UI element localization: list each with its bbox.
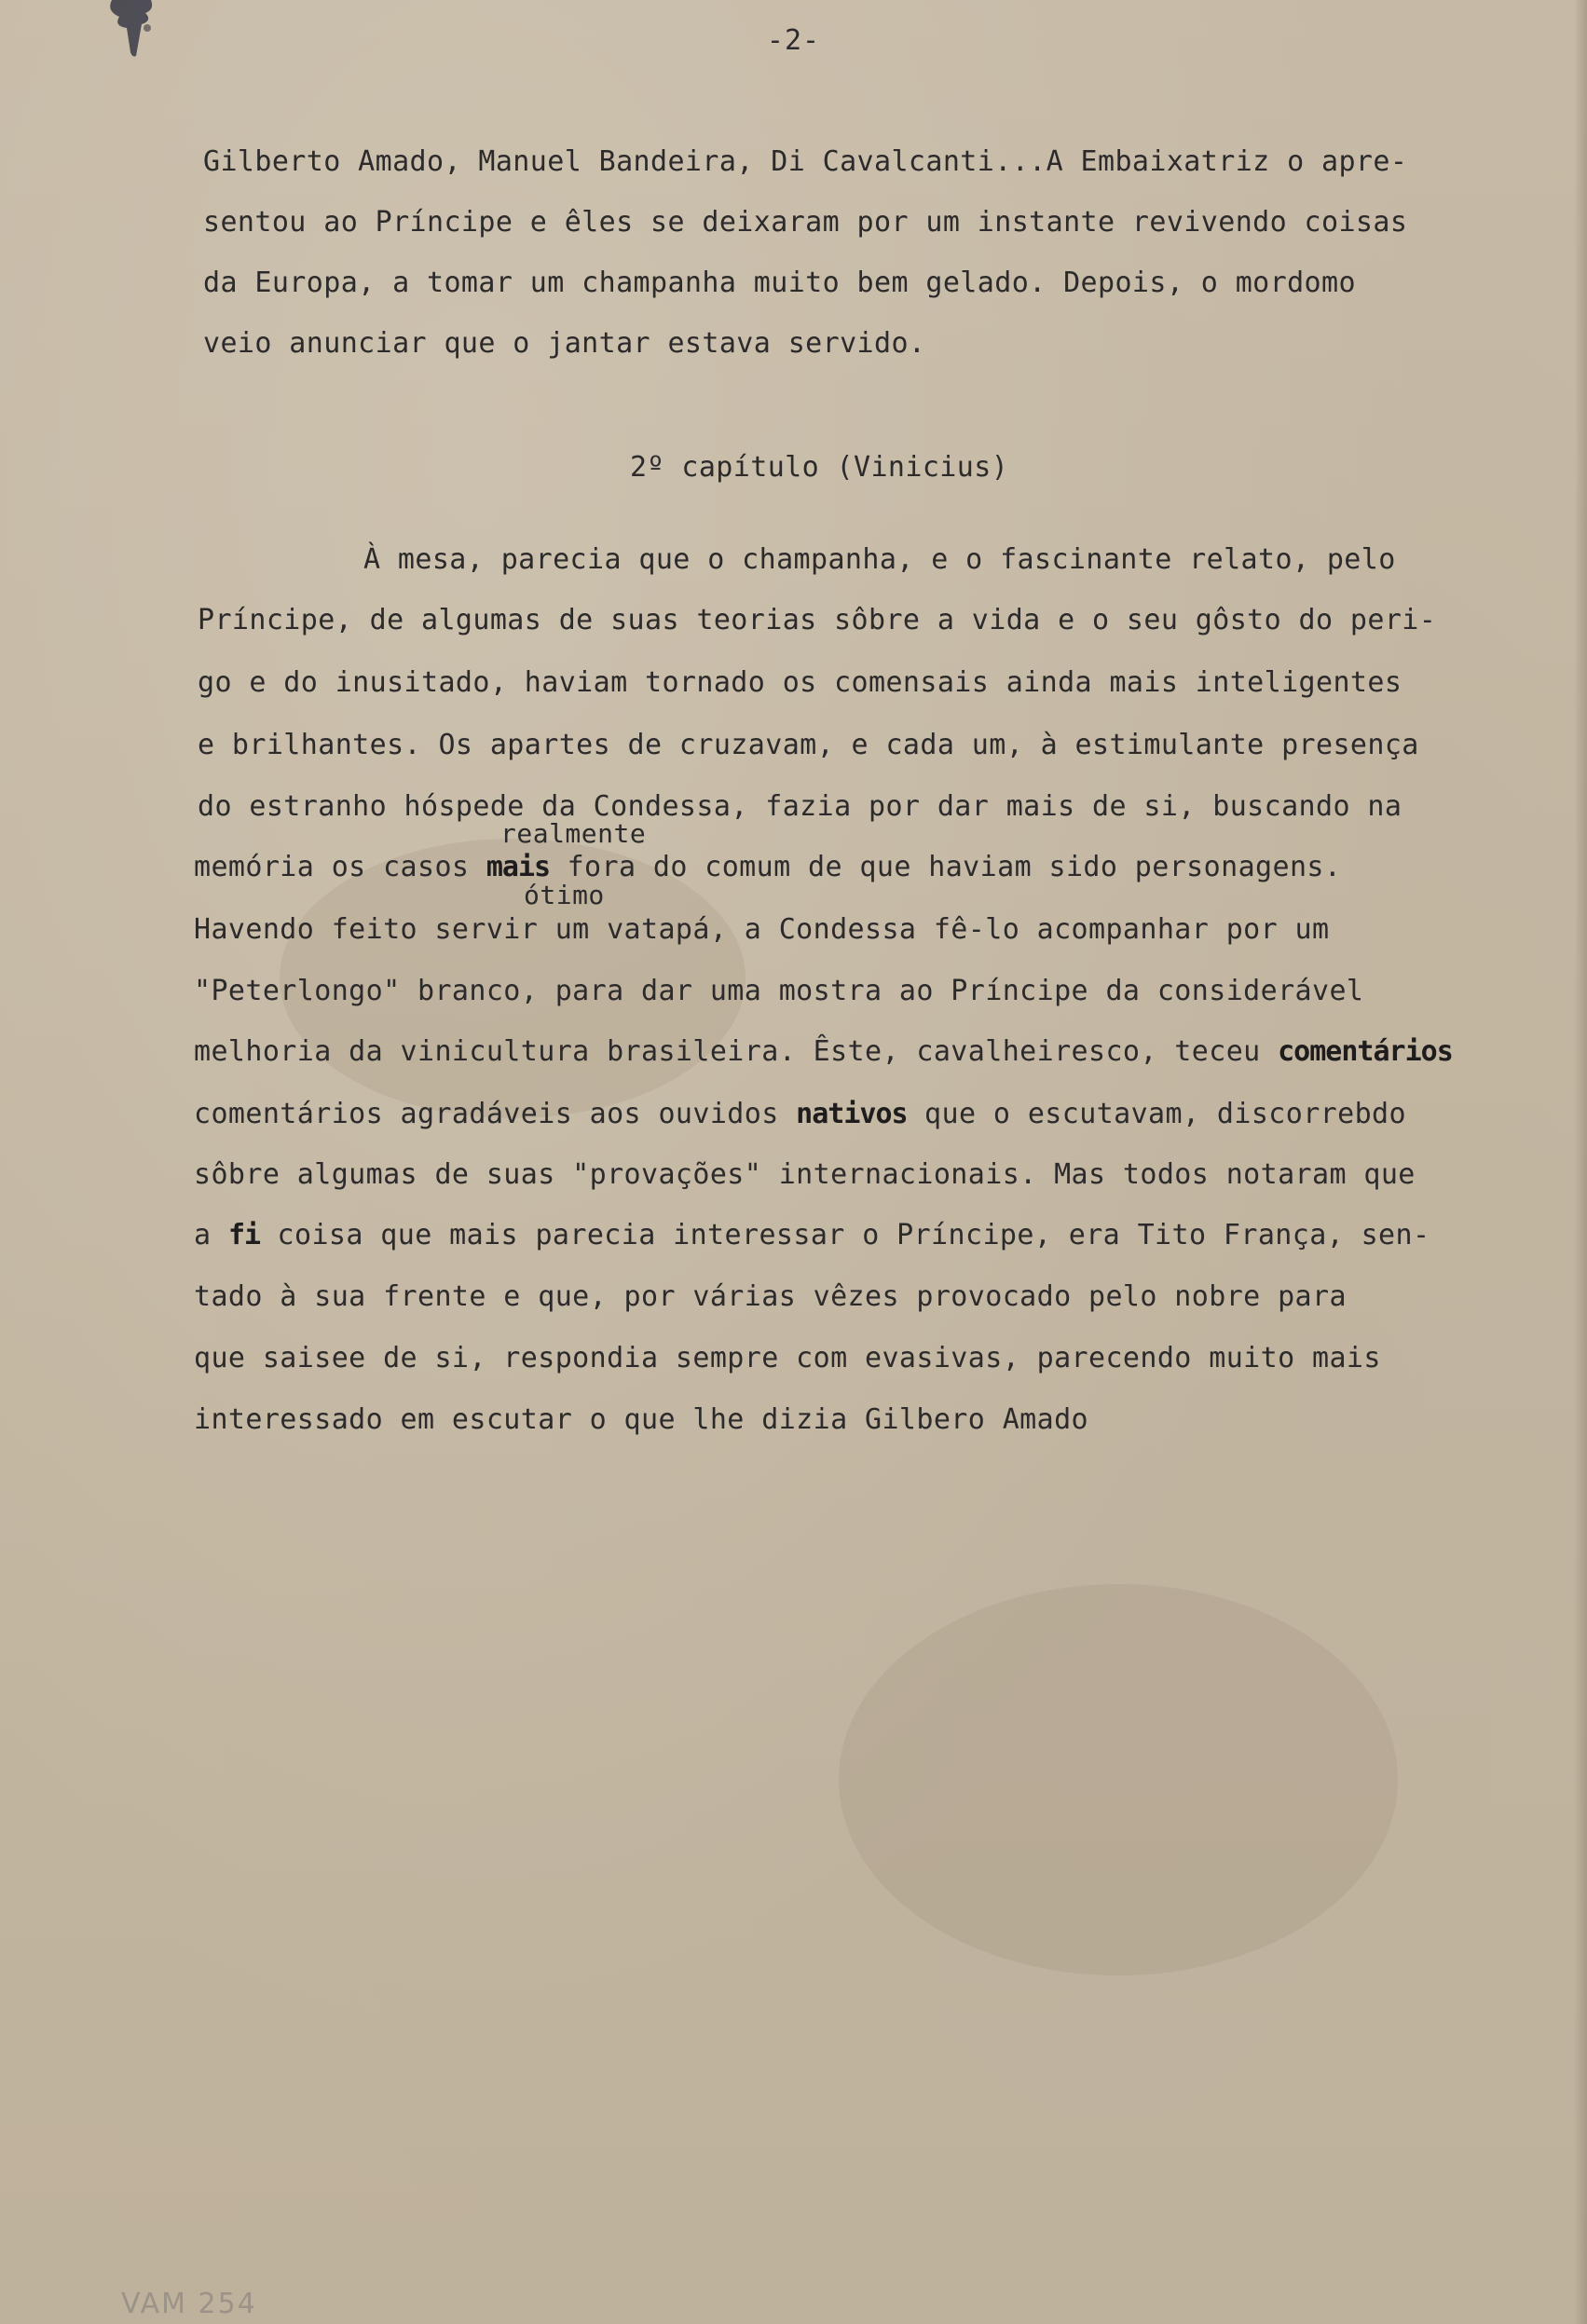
text-line: Havendo feito servir um vatapá, a Condessa fê-lo acompanhar por um — [194, 913, 1330, 946]
text-line: interessado em escutar o que lhe dizia Gilbero Amado — [194, 1403, 1088, 1436]
chapter-heading: 2º capítulo (Vinicius) — [630, 451, 1009, 484]
text-line: que saisee de si, respondia sempre com evasivas, parecendo muito mais — [194, 1342, 1381, 1374]
text-segment: que o escutavam, discorrebdo — [907, 1098, 1406, 1130]
struck-word: mais — [486, 851, 551, 883]
struck-word: comentários — [1278, 1035, 1453, 1068]
text-line: Príncipe, de algumas de suas teorias sôbre a vida e o seu gôsto do peri- — [198, 604, 1437, 636]
interlinear-insertion: ótimo — [524, 880, 605, 910]
text-line: sôbre algumas de suas "provações" internacionais. Mas todos notaram que — [194, 1158, 1416, 1191]
struck-word: nativos — [796, 1098, 908, 1130]
text-line: À mesa, parecia que o champanha, e o fascinante relato, pelo — [363, 543, 1396, 576]
text-line: tado à sua frente e que, por várias vêzes provocado pelo nobre para — [194, 1280, 1347, 1313]
text-line: go e do inusitado, haviam tornado os comensais ainda mais inteligentes — [198, 666, 1402, 699]
text-line — [194, 1219, 1430, 1252]
struck-word: fi — [227, 1219, 261, 1251]
text-segment: comentários agradáveis aos ouvidos — [194, 1098, 797, 1130]
text-line: e brilhantes. Os apartes de cruzavam, e cada um, à estimulante presença — [198, 729, 1419, 761]
paper-edge-shadow — [1574, 0, 1587, 2324]
text-line: do estranho hóspede da Condessa, fazia por dar mais de si, buscando na — [198, 790, 1402, 823]
text-segment: fora do comum de que haviam sido personagens. — [550, 851, 1342, 883]
page-number: -2- — [766, 24, 821, 57]
text-line — [194, 851, 1341, 884]
text-line: Gilberto Amado, Manuel Bandeira, Di Cavalcanti...A Embaixatriz o apre- — [203, 145, 1408, 178]
text-line: veio anunciar que o jantar estava servido. — [203, 327, 926, 360]
text-line — [194, 1098, 1406, 1131]
text-line: da Europa, a tomar um champanha muito bem gelado. Depois, o mordomo — [203, 267, 1356, 299]
text-segment: coisa que mais parecia interessar o Príncipe, era Tito França, sen- — [260, 1219, 1430, 1251]
interlinear-insertion: realmente — [500, 818, 647, 849]
paper-stain — [839, 1584, 1398, 1975]
text-line: sentou ao Príncipe e êles se deixaram por um instante revivendo coisas — [203, 206, 1408, 239]
text-segment: a — [194, 1219, 228, 1251]
text-line — [194, 1035, 1453, 1069]
text-segment: memória os casos — [194, 851, 486, 883]
text-line: "Peterlongo" branco, para dar uma mostra ao Príncipe da considerável — [194, 975, 1364, 1007]
archive-pencil-note: VAM 254 — [121, 2288, 257, 2320]
text-segment: melhoria da vinicultura brasileira. Êste, cavalheiresco, teceu — [194, 1035, 1279, 1068]
